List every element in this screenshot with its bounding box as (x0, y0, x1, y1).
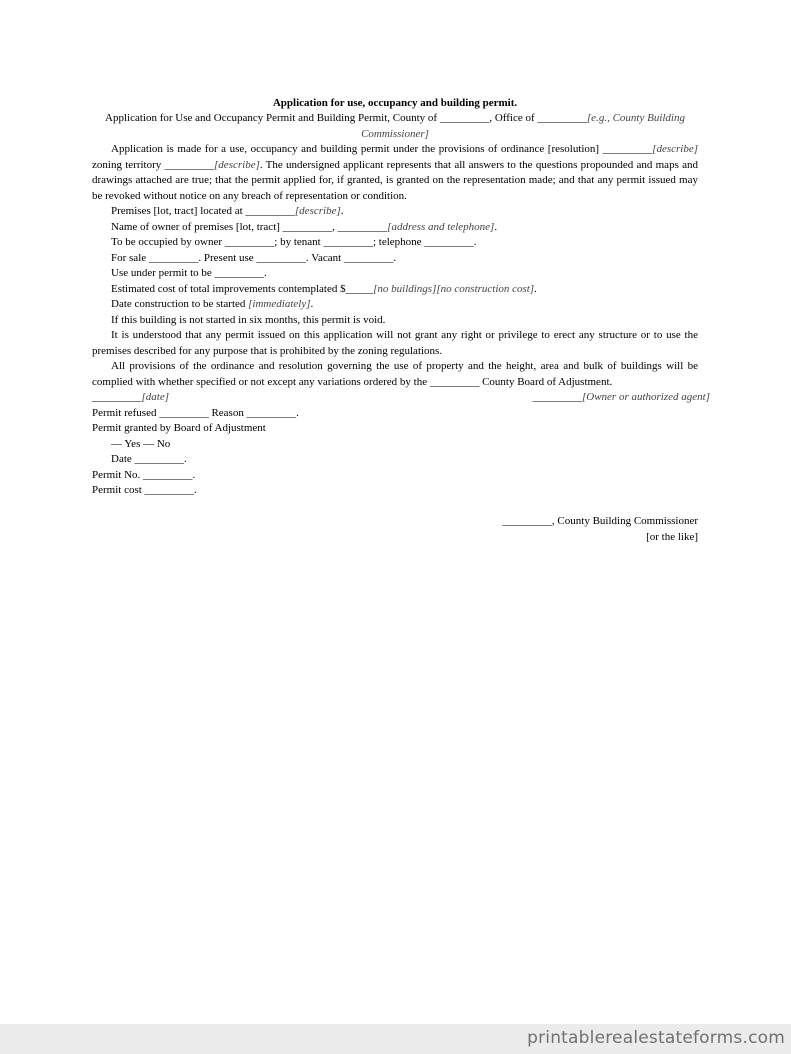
cost-options: [no buildings][no construction cost] (373, 282, 535, 295)
yes-no-line: — Yes — No (111, 437, 171, 450)
para1-describe-1: [describe] (652, 143, 698, 155)
sale-line: For sale _________. Present use _________. Vacant _________. (111, 251, 397, 264)
document-body (92, 142, 710, 545)
date-blank: _________ (92, 391, 142, 403)
premises-end: . (340, 205, 344, 217)
subtitle-example: [e.g., County Building Commissioner] (361, 112, 685, 140)
premises-describe: [describe] (294, 205, 341, 217)
provisions-paragraph: All provisions of the ordinance and resolution governing the use of property and the height, area and bulk of buildings will be complied with whether specified or not except any variations ordered by the _________ County Board of Adjustment. (92, 360, 698, 388)
para1-text-a: Application is made for a use, occupancy and building permit under the provisions of ordinance [resolution] _________ (111, 143, 653, 155)
document-subtitle (92, 111, 698, 142)
spacer-line (92, 499, 698, 515)
start-line (92, 297, 698, 313)
subtitle-text: Application for Use and Occupancy Permit and Building Permit, County of _________, Office of _________ (105, 112, 587, 124)
para1-text-b: zoning territory _________ (92, 158, 215, 171)
footer-site-watermark: printablerealestateforms.com (527, 1028, 785, 1048)
occupied-line: To be occupied by owner _________; by tenant _________; telephone _________. (111, 236, 477, 248)
cost-line (92, 282, 698, 298)
cost-text: Estimated cost of total improvements contemplated $_____ (111, 282, 374, 295)
permit-number-line: Permit No. _________. (92, 468, 196, 481)
start-text: Date construction to be started (111, 298, 249, 310)
understood-paragraph: It is understood that any permit issued on this application will not grant any right or privilege to erect any structure or to use the premises described for any purpose that is prohibited by the zoning regulations. (92, 329, 698, 357)
document-title: Application for use, occupancy and building permit. (272, 97, 518, 109)
commissioner-line: _________, County Building Commissioner (502, 515, 698, 527)
para1-text-c: . The undersigned applicant represents that all answers to the questions propounded and maps and drawings attached are true; that the permit applied for, if granted, is granted on the representation made; and that any permit issued may be revoked without notice on any breach of representation or condition. (92, 158, 698, 202)
permit-cost-line: Permit cost _________. (92, 484, 197, 496)
use-under-line: Use under permit to be _________. (111, 267, 267, 279)
date-line: Date _________. (111, 453, 187, 465)
cost-end: . (534, 282, 537, 295)
agent-label: [Owner or authorized agent] (581, 391, 710, 403)
void-line: If this building is not started in six months, this permit is void. (111, 313, 386, 326)
date-field (92, 390, 169, 406)
refused-line: Permit refused _________ Reason _________. (92, 406, 299, 419)
granted-line: Permit granted by Board of Adjustment (92, 422, 266, 434)
application-paragraph (92, 142, 698, 204)
owner-end: . (494, 220, 498, 233)
agent-field (532, 390, 710, 406)
signature-row (92, 390, 710, 406)
para1-describe-2: [describe] (214, 158, 260, 171)
start-immediately: [immediately] (248, 298, 311, 310)
agent-blank: _________ (532, 391, 582, 403)
date-label: [date] (141, 391, 169, 403)
start-end: . (310, 298, 314, 310)
owner-address: [address and telephone] (387, 220, 495, 233)
or-the-like-line: [or the like] (646, 530, 698, 543)
premises-line (92, 204, 698, 220)
owner-text: Name of owner of premises [lot, tract] _________, _________ (111, 220, 388, 233)
premises-text: Premises [lot, tract] located at _________ (111, 205, 295, 217)
owner-line (92, 220, 698, 236)
